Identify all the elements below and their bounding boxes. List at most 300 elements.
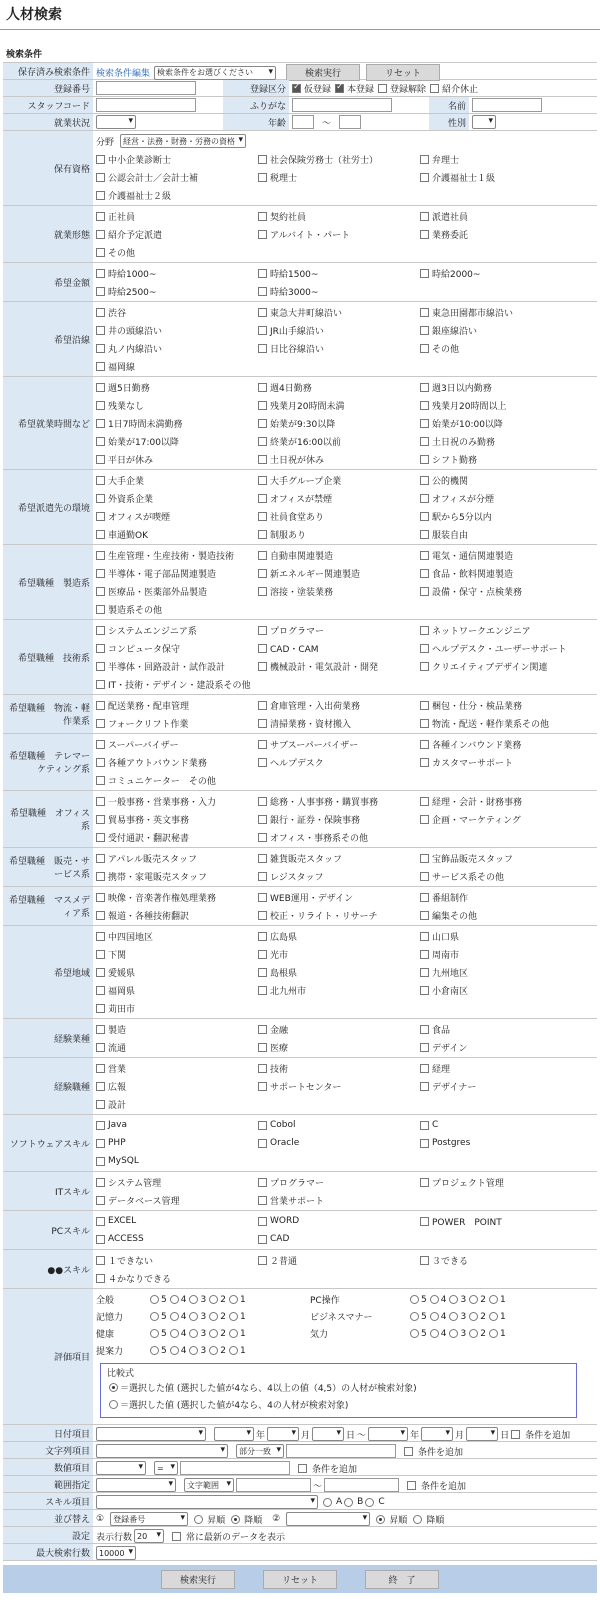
- checkbox-item[interactable]: [258, 564, 420, 582]
- latest-checkbox[interactable]: [172, 1532, 181, 1541]
- checkbox-item[interactable]: [258, 1191, 420, 1209]
- checkbox[interactable]: [420, 797, 429, 806]
- checkbox-item[interactable]: [258, 828, 420, 846]
- checkbox[interactable]: [96, 740, 105, 749]
- checkbox[interactable]: [420, 719, 429, 728]
- checkbox[interactable]: [96, 854, 105, 863]
- checkbox[interactable]: [258, 1139, 267, 1148]
- checkbox-item[interactable]: [258, 321, 420, 339]
- checkbox-item[interactable]: [258, 621, 420, 639]
- checkbox[interactable]: [420, 1064, 429, 1073]
- checkbox[interactable]: [420, 383, 429, 392]
- checkbox[interactable]: [420, 437, 429, 446]
- checkbox-item[interactable]: [258, 906, 420, 924]
- checkbox[interactable]: [96, 644, 105, 653]
- checkbox[interactable]: [420, 455, 429, 464]
- checkbox[interactable]: [258, 1217, 267, 1226]
- checkbox-item[interactable]: [420, 1059, 582, 1077]
- rating-radio[interactable]: [430, 1312, 439, 1321]
- checkbox[interactable]: [96, 833, 105, 842]
- checkbox-item[interactable]: [420, 225, 582, 243]
- date-from-day-select[interactable]: [312, 1427, 344, 1441]
- checkbox-item[interactable]: [96, 1251, 258, 1269]
- checkbox[interactable]: [96, 173, 105, 182]
- checkbox-item[interactable]: [96, 1191, 258, 1209]
- checkbox[interactable]: [96, 248, 105, 257]
- string-match-select[interactable]: [236, 1444, 284, 1458]
- checkbox[interactable]: [258, 833, 267, 842]
- checkbox-item[interactable]: [96, 321, 258, 339]
- checkbox-item[interactable]: [420, 753, 582, 771]
- checkbox-item[interactable]: [420, 1212, 582, 1230]
- checkbox-item[interactable]: [96, 564, 258, 582]
- sort-field2-select[interactable]: [286, 1512, 370, 1526]
- checkbox-item[interactable]: [96, 507, 258, 525]
- checkbox[interactable]: [258, 1235, 267, 1244]
- checkbox[interactable]: [420, 626, 429, 635]
- rows-select[interactable]: [134, 1529, 164, 1543]
- checkbox-item[interactable]: [258, 168, 420, 186]
- checkbox-item[interactable]: [420, 303, 582, 321]
- rating-radio[interactable]: [430, 1329, 439, 1338]
- checkbox-item[interactable]: [258, 810, 420, 828]
- checkbox[interactable]: [96, 1157, 105, 1166]
- checkbox-item[interactable]: [96, 525, 258, 543]
- rating-radio[interactable]: [229, 1312, 238, 1321]
- checkbox[interactable]: [420, 1025, 429, 1034]
- checkbox[interactable]: [258, 212, 267, 221]
- checkbox[interactable]: [258, 383, 267, 392]
- reg-type-0-checkbox[interactable]: [292, 84, 301, 93]
- checkbox[interactable]: [420, 1256, 429, 1265]
- checkbox-item[interactable]: [420, 1134, 582, 1152]
- checkbox[interactable]: [96, 344, 105, 353]
- checkbox[interactable]: [258, 1082, 267, 1091]
- checkbox-item[interactable]: [420, 150, 582, 168]
- skill-radio-c[interactable]: [365, 1498, 374, 1507]
- checkbox[interactable]: [96, 569, 105, 578]
- checkbox-item[interactable]: [96, 1134, 258, 1152]
- checkbox-item[interactable]: [420, 849, 582, 867]
- max-rows-select[interactable]: [96, 1546, 136, 1560]
- end-button[interactable]: 終 了: [365, 1570, 439, 1589]
- string-value-input[interactable]: [286, 1444, 396, 1458]
- checkbox-item[interactable]: [420, 906, 582, 924]
- checkbox[interactable]: [258, 455, 267, 464]
- checkbox-item[interactable]: [420, 264, 582, 282]
- checkbox[interactable]: [96, 1196, 105, 1205]
- checkbox-item[interactable]: [96, 1230, 258, 1248]
- checkbox-item[interactable]: [420, 450, 582, 468]
- checkbox[interactable]: [96, 968, 105, 977]
- checkbox-item[interactable]: [96, 396, 258, 414]
- checkbox[interactable]: [96, 797, 105, 806]
- checkbox[interactable]: [258, 287, 267, 296]
- checkbox[interactable]: [258, 626, 267, 635]
- checkbox[interactable]: [258, 308, 267, 317]
- checkbox-item[interactable]: [96, 927, 258, 945]
- checkbox-item[interactable]: [258, 207, 420, 225]
- checkbox-item[interactable]: [258, 792, 420, 810]
- date-add-cond-checkbox[interactable]: [511, 1430, 520, 1439]
- checkbox-item[interactable]: [96, 243, 258, 261]
- checkbox[interactable]: [258, 662, 267, 671]
- checkbox-item[interactable]: [420, 810, 582, 828]
- checkbox[interactable]: [258, 551, 267, 560]
- checkbox-item[interactable]: [96, 1059, 258, 1077]
- checkbox[interactable]: [96, 911, 105, 920]
- checkbox-item[interactable]: [258, 225, 420, 243]
- range-from-input[interactable]: [236, 1478, 311, 1492]
- checkbox[interactable]: [258, 476, 267, 485]
- checkbox-item[interactable]: [96, 639, 258, 657]
- checkbox[interactable]: [96, 530, 105, 539]
- checkbox[interactable]: [258, 530, 267, 539]
- checkbox[interactable]: [420, 815, 429, 824]
- checkbox-item[interactable]: [96, 906, 258, 924]
- date-to-month-select[interactable]: [421, 1427, 453, 1441]
- checkbox[interactable]: [420, 644, 429, 653]
- checkbox[interactable]: [420, 155, 429, 164]
- rating-radio[interactable]: [209, 1295, 218, 1304]
- checkbox-item[interactable]: [96, 828, 258, 846]
- rating-radio[interactable]: [489, 1295, 498, 1304]
- skill-radio-a[interactable]: [323, 1498, 332, 1507]
- checkbox-item[interactable]: [96, 1152, 258, 1170]
- checkbox[interactable]: [420, 230, 429, 239]
- checkbox-item[interactable]: [96, 357, 258, 375]
- checkbox-item[interactable]: [258, 1077, 420, 1095]
- checkbox[interactable]: [420, 740, 429, 749]
- checkbox-item[interactable]: [420, 489, 582, 507]
- checkbox[interactable]: [420, 968, 429, 977]
- checkbox-item[interactable]: [420, 1116, 582, 1134]
- checkbox-item[interactable]: [258, 1230, 420, 1248]
- checkbox-item[interactable]: [420, 207, 582, 225]
- checkbox[interactable]: [258, 155, 267, 164]
- rating-radio[interactable]: [170, 1329, 179, 1338]
- checkbox[interactable]: [420, 308, 429, 317]
- checkbox[interactable]: [96, 587, 105, 596]
- checkbox[interactable]: [96, 1100, 105, 1109]
- checkbox[interactable]: [258, 932, 267, 941]
- checkbox-item[interactable]: [96, 714, 258, 732]
- checkbox[interactable]: [420, 758, 429, 767]
- checkbox[interactable]: [96, 419, 105, 428]
- checkbox[interactable]: [420, 326, 429, 335]
- checkbox[interactable]: [96, 1082, 105, 1091]
- checkbox[interactable]: [96, 758, 105, 767]
- checkbox[interactable]: [258, 1121, 267, 1130]
- checkbox-item[interactable]: [258, 282, 420, 300]
- checkbox[interactable]: [420, 1178, 429, 1187]
- checkbox-item[interactable]: [96, 264, 258, 282]
- checkbox-item[interactable]: [258, 1251, 420, 1269]
- checkbox-item[interactable]: [420, 168, 582, 186]
- checkbox-item[interactable]: [258, 963, 420, 981]
- checkbox[interactable]: [420, 854, 429, 863]
- checkbox-item[interactable]: [258, 450, 420, 468]
- rating-radio[interactable]: [229, 1295, 238, 1304]
- checkbox[interactable]: [96, 662, 105, 671]
- checkbox-item[interactable]: [258, 1038, 420, 1056]
- checkbox-item[interactable]: [258, 1116, 420, 1134]
- checkbox-item[interactable]: [96, 207, 258, 225]
- checkbox[interactable]: [96, 287, 105, 296]
- compare-option-2[interactable]: [107, 1396, 570, 1413]
- numeric-value-input[interactable]: [180, 1461, 290, 1475]
- checkbox[interactable]: [96, 494, 105, 503]
- rating-radio[interactable]: [170, 1295, 179, 1304]
- checkbox-item[interactable]: [258, 1059, 420, 1077]
- checkbox-item[interactable]: [420, 735, 582, 753]
- checkbox-item[interactable]: [420, 867, 582, 885]
- checkbox-item[interactable]: [96, 1116, 258, 1134]
- numeric-field-select[interactable]: [96, 1461, 146, 1475]
- checkbox[interactable]: [420, 911, 429, 920]
- rating-radio[interactable]: [469, 1329, 478, 1338]
- checkbox-item[interactable]: [420, 927, 582, 945]
- checkbox-item[interactable]: [258, 507, 420, 525]
- checkbox[interactable]: [420, 893, 429, 902]
- rating-radio[interactable]: [410, 1295, 419, 1304]
- checkbox[interactable]: [258, 854, 267, 863]
- checkbox[interactable]: [258, 986, 267, 995]
- checkbox[interactable]: [96, 455, 105, 464]
- rating-radio[interactable]: [170, 1312, 179, 1321]
- checkbox[interactable]: [420, 419, 429, 428]
- furigana-input[interactable]: [292, 98, 392, 112]
- checkbox-item[interactable]: [96, 186, 258, 204]
- checkbox-item[interactable]: [258, 525, 420, 543]
- range-type-select[interactable]: [184, 1478, 234, 1492]
- checkbox[interactable]: [258, 269, 267, 278]
- checkbox-item[interactable]: [96, 546, 258, 564]
- edit-search-link[interactable]: 検索条件編集: [96, 69, 151, 79]
- checkbox[interactable]: [96, 512, 105, 521]
- age-to-input[interactable]: [339, 115, 361, 129]
- saved-search-run-button[interactable]: 検索実行: [286, 64, 360, 81]
- rating-radio[interactable]: [150, 1329, 159, 1338]
- checkbox-item[interactable]: [96, 168, 258, 186]
- checkbox-item[interactable]: [258, 735, 420, 753]
- rating-radio[interactable]: [449, 1312, 458, 1321]
- checkbox[interactable]: [420, 932, 429, 941]
- checkbox-item[interactable]: [420, 1077, 582, 1095]
- checkbox-item[interactable]: [96, 282, 258, 300]
- sort2-desc-radio[interactable]: [413, 1515, 422, 1524]
- checkbox[interactable]: [96, 1004, 105, 1013]
- checkbox-item[interactable]: [420, 396, 582, 414]
- name-input[interactable]: [472, 98, 542, 112]
- checkbox-item[interactable]: [96, 675, 258, 693]
- checkbox-item[interactable]: [420, 888, 582, 906]
- saved-search-reset-button[interactable]: リセット: [366, 64, 440, 81]
- checkbox-item[interactable]: [96, 339, 258, 357]
- string-field-select[interactable]: [96, 1444, 228, 1458]
- checkbox-item[interactable]: [258, 546, 420, 564]
- checkbox[interactable]: [258, 494, 267, 503]
- checkbox-item[interactable]: [96, 1173, 258, 1191]
- checkbox[interactable]: [96, 893, 105, 902]
- rating-radio[interactable]: [449, 1329, 458, 1338]
- rating-radio[interactable]: [410, 1329, 419, 1338]
- checkbox[interactable]: [96, 626, 105, 635]
- checkbox[interactable]: [420, 587, 429, 596]
- checkbox[interactable]: [96, 1256, 105, 1265]
- checkbox-item[interactable]: [420, 339, 582, 357]
- checkbox-item[interactable]: [96, 867, 258, 885]
- checkbox[interactable]: [96, 986, 105, 995]
- checkbox[interactable]: [420, 401, 429, 410]
- checkbox[interactable]: [420, 569, 429, 578]
- checkbox[interactable]: [96, 476, 105, 485]
- checkbox[interactable]: [420, 476, 429, 485]
- checkbox[interactable]: [258, 872, 267, 881]
- age-from-input[interactable]: [292, 115, 314, 129]
- checkbox[interactable]: [96, 1217, 105, 1226]
- checkbox-item[interactable]: [258, 945, 420, 963]
- checkbox[interactable]: [420, 986, 429, 995]
- checkbox-item[interactable]: [258, 639, 420, 657]
- checkbox-item[interactable]: [96, 981, 258, 999]
- checkbox-item[interactable]: [420, 714, 582, 732]
- rating-radio[interactable]: [150, 1312, 159, 1321]
- checkbox[interactable]: [96, 701, 105, 710]
- checkbox[interactable]: [258, 230, 267, 239]
- checkbox[interactable]: [96, 401, 105, 410]
- checkbox[interactable]: [96, 1274, 105, 1283]
- checkbox[interactable]: [258, 1196, 267, 1205]
- rating-radio[interactable]: [469, 1295, 478, 1304]
- checkbox[interactable]: [420, 1217, 429, 1226]
- reg-type-3-checkbox[interactable]: [430, 84, 439, 93]
- date-from-month-select[interactable]: [267, 1427, 299, 1441]
- checkbox-item[interactable]: [258, 714, 420, 732]
- checkbox[interactable]: [96, 1025, 105, 1034]
- checkbox-item[interactable]: [96, 432, 258, 450]
- checkbox-item[interactable]: [420, 321, 582, 339]
- sort2-asc-radio[interactable]: [376, 1515, 385, 1524]
- date-to-year-select[interactable]: [368, 1427, 408, 1441]
- compare-radio-2[interactable]: [109, 1400, 118, 1409]
- skill-radio-b[interactable]: [344, 1498, 353, 1507]
- checkbox[interactable]: [96, 1178, 105, 1187]
- checkbox-item[interactable]: [96, 450, 258, 468]
- checkbox[interactable]: [96, 605, 105, 614]
- rating-radio[interactable]: [469, 1312, 478, 1321]
- checkbox[interactable]: [258, 587, 267, 596]
- checkbox-item[interactable]: [258, 696, 420, 714]
- checkbox[interactable]: [258, 740, 267, 749]
- checkbox-item[interactable]: [96, 888, 258, 906]
- rating-radio[interactable]: [209, 1329, 218, 1338]
- rating-radio[interactable]: [489, 1312, 498, 1321]
- search-button[interactable]: 検索実行: [161, 1570, 235, 1589]
- checkbox-item[interactable]: [96, 963, 258, 981]
- checkbox-item[interactable]: [96, 471, 258, 489]
- numeric-op-select[interactable]: [154, 1461, 178, 1475]
- checkbox[interactable]: [258, 512, 267, 521]
- reg-type-2-checkbox[interactable]: [378, 84, 387, 93]
- staff-code-input[interactable]: [96, 98, 196, 112]
- checkbox-item[interactable]: [96, 225, 258, 243]
- checkbox[interactable]: [96, 815, 105, 824]
- checkbox-item[interactable]: [420, 945, 582, 963]
- checkbox[interactable]: [96, 680, 105, 689]
- rating-radio[interactable]: [189, 1312, 198, 1321]
- rating-radio[interactable]: [229, 1346, 238, 1355]
- checkbox-item[interactable]: [420, 981, 582, 999]
- checkbox-item[interactable]: [420, 621, 582, 639]
- checkbox[interactable]: [258, 1178, 267, 1187]
- checkbox[interactable]: [96, 230, 105, 239]
- checkbox[interactable]: [258, 1025, 267, 1034]
- checkbox[interactable]: [420, 512, 429, 521]
- sort-field1-select[interactable]: [110, 1512, 188, 1526]
- checkbox-item[interactable]: [96, 582, 258, 600]
- checkbox[interactable]: [420, 701, 429, 710]
- date-field-select[interactable]: [96, 1427, 206, 1441]
- checkbox-item[interactable]: [420, 564, 582, 582]
- checkbox-item[interactable]: [258, 471, 420, 489]
- checkbox-item[interactable]: [420, 432, 582, 450]
- checkbox-item[interactable]: [96, 1212, 258, 1230]
- checkbox[interactable]: [258, 569, 267, 578]
- checkbox[interactable]: [258, 401, 267, 410]
- checkbox[interactable]: [420, 494, 429, 503]
- sort1-asc-radio[interactable]: [194, 1515, 203, 1524]
- checkbox-item[interactable]: [420, 792, 582, 810]
- checkbox[interactable]: [96, 212, 105, 221]
- checkbox-item[interactable]: [420, 582, 582, 600]
- checkbox[interactable]: [258, 893, 267, 902]
- checkbox[interactable]: [258, 344, 267, 353]
- reset-button[interactable]: リセット: [263, 1570, 337, 1589]
- checkbox-item[interactable]: [96, 621, 258, 639]
- checkbox[interactable]: [96, 362, 105, 371]
- checkbox-item[interactable]: [258, 849, 420, 867]
- range-add-cond-checkbox[interactable]: [407, 1481, 416, 1490]
- checkbox[interactable]: [420, 950, 429, 959]
- checkbox-item[interactable]: [96, 1020, 258, 1038]
- checkbox-item[interactable]: [96, 1038, 258, 1056]
- checkbox-item[interactable]: [258, 753, 420, 771]
- checkbox[interactable]: [258, 968, 267, 977]
- checkbox[interactable]: [258, 437, 267, 446]
- gender-select[interactable]: [472, 115, 496, 129]
- rating-radio[interactable]: [410, 1312, 419, 1321]
- checkbox-item[interactable]: [420, 1251, 582, 1269]
- checkbox-item[interactable]: [96, 945, 258, 963]
- string-add-cond-checkbox[interactable]: [404, 1447, 413, 1456]
- checkbox[interactable]: [258, 1043, 267, 1052]
- checkbox-item[interactable]: [96, 1269, 258, 1287]
- checkbox[interactable]: [258, 419, 267, 428]
- reg-type-1-checkbox[interactable]: [335, 84, 344, 93]
- checkbox-item[interactable]: [258, 981, 420, 999]
- checkbox-item[interactable]: [96, 849, 258, 867]
- reg-no-input[interactable]: [96, 81, 196, 95]
- compare-radio-1[interactable]: [109, 1383, 118, 1392]
- checkbox[interactable]: [258, 644, 267, 653]
- checkbox-item[interactable]: [420, 1173, 582, 1191]
- checkbox-item[interactable]: [258, 264, 420, 282]
- checkbox[interactable]: [420, 1043, 429, 1052]
- checkbox[interactable]: [96, 932, 105, 941]
- checkbox[interactable]: [96, 269, 105, 278]
- checkbox[interactable]: [96, 1043, 105, 1052]
